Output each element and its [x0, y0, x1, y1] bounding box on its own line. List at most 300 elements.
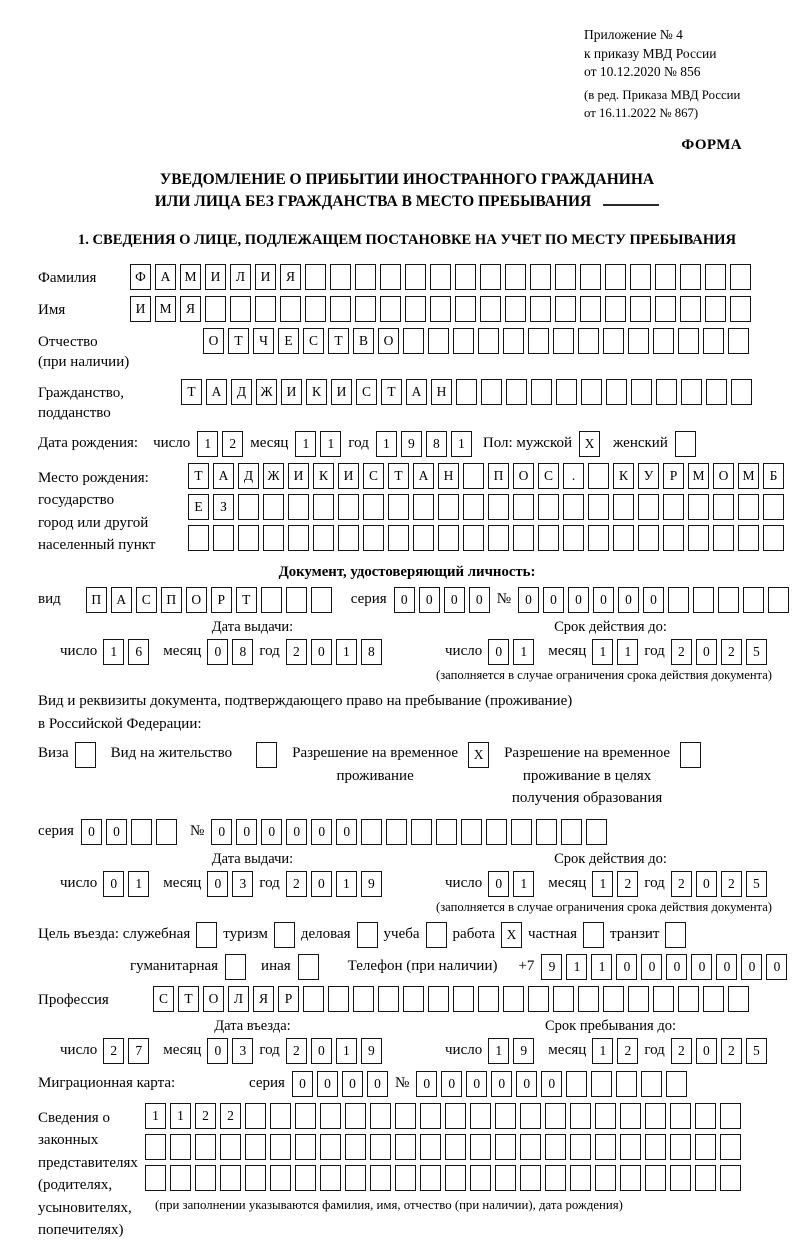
legal-reps-cells-row3[interactable]: [145, 1165, 741, 1191]
char-cell[interactable]: 1: [170, 1103, 191, 1129]
phone-cells[interactable]: [541, 954, 787, 980]
char-cell[interactable]: [461, 819, 482, 845]
char-cell[interactable]: [295, 1165, 316, 1191]
char-cell[interactable]: [286, 587, 307, 613]
char-cell[interactable]: 8: [426, 431, 447, 457]
char-cell[interactable]: 8: [361, 639, 382, 665]
char-cell[interactable]: 1: [336, 871, 357, 897]
char-cell[interactable]: 8: [232, 639, 253, 665]
char-cell[interactable]: [411, 819, 432, 845]
char-cell[interactable]: 1: [295, 431, 316, 457]
char-cell[interactable]: [395, 1165, 416, 1191]
char-cell[interactable]: [705, 296, 726, 322]
stay-until-year-cells[interactable]: [671, 1038, 767, 1064]
purpose-official-checkbox[interactable]: [196, 922, 217, 948]
char-cell[interactable]: [655, 296, 676, 322]
char-cell[interactable]: [553, 986, 574, 1012]
char-cell[interactable]: [453, 328, 474, 354]
char-cell[interactable]: [520, 1103, 541, 1129]
char-cell[interactable]: [620, 1165, 641, 1191]
char-cell[interactable]: Т: [236, 587, 257, 613]
char-cell[interactable]: [453, 986, 474, 1012]
char-cell[interactable]: П: [161, 587, 182, 613]
char-cell[interactable]: [430, 264, 451, 290]
migration-number-cells[interactable]: [416, 1071, 687, 1097]
female-checkbox[interactable]: [675, 431, 696, 457]
permit-series-cells[interactable]: [81, 819, 177, 845]
char-cell[interactable]: [603, 986, 624, 1012]
char-cell[interactable]: 9: [361, 1038, 382, 1064]
char-cell[interactable]: [570, 1134, 591, 1160]
char-cell[interactable]: И: [255, 264, 276, 290]
char-cell[interactable]: С: [153, 986, 174, 1012]
char-cell[interactable]: [595, 1165, 616, 1191]
char-cell[interactable]: [520, 1134, 541, 1160]
char-cell[interactable]: [728, 328, 749, 354]
birth-place-cells-row1[interactable]: [188, 463, 784, 489]
char-cell[interactable]: 0: [103, 871, 124, 897]
char-cell[interactable]: 0: [516, 1071, 537, 1097]
char-cell[interactable]: 0: [543, 587, 564, 613]
char-cell[interactable]: [220, 1134, 241, 1160]
char-cell[interactable]: [430, 296, 451, 322]
id-issue-year-cells[interactable]: [286, 639, 382, 665]
char-cell[interactable]: [263, 525, 284, 551]
char-cell[interactable]: [528, 986, 549, 1012]
char-cell[interactable]: [445, 1134, 466, 1160]
char-cell[interactable]: [668, 587, 689, 613]
char-cell[interactable]: [580, 264, 601, 290]
char-cell[interactable]: И: [288, 463, 309, 489]
char-cell[interactable]: [506, 379, 527, 405]
char-cell[interactable]: [718, 587, 739, 613]
char-cell[interactable]: [655, 264, 676, 290]
arrival-month-cells[interactable]: [207, 1038, 253, 1064]
char-cell[interactable]: [653, 328, 674, 354]
char-cell[interactable]: [511, 819, 532, 845]
id-expiry-day-cells[interactable]: [488, 639, 534, 665]
char-cell[interactable]: О: [713, 463, 734, 489]
char-cell[interactable]: [630, 264, 651, 290]
char-cell[interactable]: [616, 1071, 637, 1097]
char-cell[interactable]: [455, 296, 476, 322]
char-cell[interactable]: 0: [568, 587, 589, 613]
birth-day-cells[interactable]: [197, 431, 243, 457]
char-cell[interactable]: 0: [488, 871, 509, 897]
char-cell[interactable]: X: [468, 742, 489, 768]
char-cell[interactable]: 0: [367, 1071, 388, 1097]
char-cell[interactable]: [370, 1103, 391, 1129]
char-cell[interactable]: 2: [286, 639, 307, 665]
char-cell[interactable]: [370, 1165, 391, 1191]
birth-place-cells-row2[interactable]: [188, 494, 784, 520]
char-cell[interactable]: [645, 1165, 666, 1191]
char-cell[interactable]: [405, 264, 426, 290]
char-cell[interactable]: [213, 525, 234, 551]
char-cell[interactable]: 2: [671, 871, 692, 897]
char-cell[interactable]: [320, 1103, 341, 1129]
char-cell[interactable]: О: [186, 587, 207, 613]
char-cell[interactable]: [678, 328, 699, 354]
id-expiry-month-cells[interactable]: [592, 639, 638, 665]
char-cell[interactable]: 0: [469, 587, 490, 613]
char-cell[interactable]: [345, 1165, 366, 1191]
char-cell[interactable]: [363, 494, 384, 520]
char-cell[interactable]: 0: [696, 1038, 717, 1064]
char-cell[interactable]: [731, 379, 752, 405]
char-cell[interactable]: Б: [763, 463, 784, 489]
char-cell[interactable]: [403, 986, 424, 1012]
char-cell[interactable]: [295, 1134, 316, 1160]
char-cell[interactable]: Т: [228, 328, 249, 354]
char-cell[interactable]: 1: [592, 871, 613, 897]
char-cell[interactable]: [388, 525, 409, 551]
char-cell[interactable]: И: [331, 379, 352, 405]
doc-kind-cells[interactable]: [86, 587, 332, 613]
char-cell[interactable]: [330, 296, 351, 322]
char-cell[interactable]: [538, 494, 559, 520]
char-cell[interactable]: [530, 296, 551, 322]
char-cell[interactable]: [663, 494, 684, 520]
char-cell[interactable]: [495, 1165, 516, 1191]
char-cell[interactable]: [528, 328, 549, 354]
char-cell[interactable]: [588, 525, 609, 551]
char-cell[interactable]: 2: [220, 1103, 241, 1129]
char-cell[interactable]: [488, 494, 509, 520]
char-cell[interactable]: [230, 296, 251, 322]
char-cell[interactable]: [505, 264, 526, 290]
char-cell[interactable]: [763, 494, 784, 520]
char-cell[interactable]: 1: [488, 1038, 509, 1064]
char-cell[interactable]: 0: [444, 587, 465, 613]
char-cell[interactable]: [688, 494, 709, 520]
char-cell[interactable]: А: [406, 379, 427, 405]
char-cell[interactable]: 2: [721, 639, 742, 665]
purpose-other-checkbox[interactable]: [298, 954, 319, 980]
id-issue-month-cells[interactable]: [207, 639, 253, 665]
char-cell[interactable]: 0: [466, 1071, 487, 1097]
char-cell[interactable]: [591, 1071, 612, 1097]
char-cell[interactable]: М: [738, 463, 759, 489]
char-cell[interactable]: Я: [253, 986, 274, 1012]
char-cell[interactable]: К: [313, 463, 334, 489]
char-cell[interactable]: [545, 1103, 566, 1129]
char-cell[interactable]: [470, 1134, 491, 1160]
char-cell[interactable]: [238, 494, 259, 520]
char-cell[interactable]: [536, 819, 557, 845]
char-cell[interactable]: [413, 494, 434, 520]
char-cell[interactable]: 3: [232, 1038, 253, 1064]
char-cell[interactable]: [730, 264, 751, 290]
given-name-cells[interactable]: [130, 296, 751, 322]
char-cell[interactable]: [638, 525, 659, 551]
char-cell[interactable]: [75, 742, 96, 768]
char-cell[interactable]: 0: [207, 1038, 228, 1064]
char-cell[interactable]: [295, 1103, 316, 1129]
char-cell[interactable]: [545, 1134, 566, 1160]
char-cell[interactable]: [405, 296, 426, 322]
char-cell[interactable]: [426, 922, 447, 948]
char-cell[interactable]: [656, 379, 677, 405]
char-cell[interactable]: 0: [211, 819, 232, 845]
char-cell[interactable]: 0: [311, 871, 332, 897]
char-cell[interactable]: [570, 1103, 591, 1129]
char-cell[interactable]: И: [338, 463, 359, 489]
char-cell[interactable]: 2: [222, 431, 243, 457]
char-cell[interactable]: [170, 1165, 191, 1191]
char-cell[interactable]: 1: [103, 639, 124, 665]
legal-reps-cells-row1[interactable]: [145, 1103, 741, 1129]
char-cell[interactable]: 2: [103, 1038, 124, 1064]
char-cell[interactable]: [693, 587, 714, 613]
char-cell[interactable]: Ч: [253, 328, 274, 354]
char-cell[interactable]: [581, 379, 602, 405]
char-cell[interactable]: [553, 328, 574, 354]
char-cell[interactable]: [480, 264, 501, 290]
char-cell[interactable]: И: [281, 379, 302, 405]
char-cell[interactable]: 0: [81, 819, 102, 845]
char-cell[interactable]: [303, 986, 324, 1012]
char-cell[interactable]: [588, 494, 609, 520]
char-cell[interactable]: [361, 819, 382, 845]
char-cell[interactable]: 0: [593, 587, 614, 613]
char-cell[interactable]: 0: [336, 819, 357, 845]
char-cell[interactable]: [445, 1103, 466, 1129]
char-cell[interactable]: [713, 494, 734, 520]
char-cell[interactable]: О: [378, 328, 399, 354]
char-cell[interactable]: М: [688, 463, 709, 489]
char-cell[interactable]: [603, 328, 624, 354]
char-cell[interactable]: [338, 525, 359, 551]
char-cell[interactable]: [695, 1165, 716, 1191]
char-cell[interactable]: [703, 986, 724, 1012]
char-cell[interactable]: Л: [230, 264, 251, 290]
visa-checkbox[interactable]: [75, 742, 96, 768]
char-cell[interactable]: [480, 296, 501, 322]
char-cell[interactable]: Е: [188, 494, 209, 520]
char-cell[interactable]: [478, 328, 499, 354]
char-cell[interactable]: О: [513, 463, 534, 489]
char-cell[interactable]: 1: [617, 639, 638, 665]
arrival-day-cells[interactable]: [103, 1038, 149, 1064]
purpose-transit-checkbox[interactable]: [665, 922, 686, 948]
char-cell[interactable]: С: [303, 328, 324, 354]
char-cell[interactable]: З: [213, 494, 234, 520]
char-cell[interactable]: [261, 587, 282, 613]
char-cell[interactable]: И: [130, 296, 151, 322]
char-cell[interactable]: 1: [145, 1103, 166, 1129]
char-cell[interactable]: [145, 1134, 166, 1160]
char-cell[interactable]: [578, 986, 599, 1012]
char-cell[interactable]: [666, 1071, 687, 1097]
char-cell[interactable]: К: [306, 379, 327, 405]
char-cell[interactable]: Т: [178, 986, 199, 1012]
char-cell[interactable]: [695, 1103, 716, 1129]
birth-month-cells[interactable]: [295, 431, 341, 457]
char-cell[interactable]: 0: [696, 639, 717, 665]
char-cell[interactable]: [403, 328, 424, 354]
char-cell[interactable]: [688, 525, 709, 551]
edu-permit-checkbox[interactable]: [680, 742, 701, 768]
char-cell[interactable]: [670, 1165, 691, 1191]
char-cell[interactable]: [706, 379, 727, 405]
char-cell[interactable]: Д: [231, 379, 252, 405]
char-cell[interactable]: 0: [419, 587, 440, 613]
char-cell[interactable]: [513, 525, 534, 551]
char-cell[interactable]: 0: [311, 1038, 332, 1064]
char-cell[interactable]: [583, 922, 604, 948]
char-cell[interactable]: 9: [401, 431, 422, 457]
char-cell[interactable]: Р: [211, 587, 232, 613]
char-cell[interactable]: [420, 1165, 441, 1191]
char-cell[interactable]: [503, 986, 524, 1012]
char-cell[interactable]: [188, 525, 209, 551]
permit-issue-month-cells[interactable]: [207, 871, 253, 897]
char-cell[interactable]: 0: [641, 954, 662, 980]
char-cell[interactable]: С: [356, 379, 377, 405]
profession-cells[interactable]: [153, 986, 749, 1012]
char-cell[interactable]: [313, 494, 334, 520]
char-cell[interactable]: [645, 1103, 666, 1129]
char-cell[interactable]: [280, 296, 301, 322]
char-cell[interactable]: [195, 1165, 216, 1191]
char-cell[interactable]: Т: [181, 379, 202, 405]
char-cell[interactable]: [645, 1134, 666, 1160]
char-cell[interactable]: [713, 525, 734, 551]
char-cell[interactable]: [205, 296, 226, 322]
birth-year-cells[interactable]: [376, 431, 472, 457]
char-cell[interactable]: 0: [488, 639, 509, 665]
char-cell[interactable]: [298, 954, 319, 980]
char-cell[interactable]: 0: [286, 819, 307, 845]
permit-issue-year-cells[interactable]: [286, 871, 382, 897]
char-cell[interactable]: [738, 525, 759, 551]
char-cell[interactable]: 2: [617, 1038, 638, 1064]
char-cell[interactable]: 0: [292, 1071, 313, 1097]
char-cell[interactable]: М: [155, 296, 176, 322]
char-cell[interactable]: [738, 494, 759, 520]
char-cell[interactable]: С: [538, 463, 559, 489]
char-cell[interactable]: Н: [431, 379, 452, 405]
char-cell[interactable]: 5: [746, 639, 767, 665]
char-cell[interactable]: [641, 1071, 662, 1097]
char-cell[interactable]: 0: [518, 587, 539, 613]
patronymic-cells[interactable]: [203, 328, 749, 354]
char-cell[interactable]: [705, 264, 726, 290]
char-cell[interactable]: [378, 986, 399, 1012]
citizenship-cells[interactable]: [181, 379, 752, 405]
char-cell[interactable]: А: [206, 379, 227, 405]
char-cell[interactable]: А: [155, 264, 176, 290]
char-cell[interactable]: [463, 525, 484, 551]
char-cell[interactable]: [556, 379, 577, 405]
char-cell[interactable]: [595, 1134, 616, 1160]
char-cell[interactable]: 0: [311, 639, 332, 665]
char-cell[interactable]: [678, 986, 699, 1012]
char-cell[interactable]: [720, 1134, 741, 1160]
purpose-business-checkbox[interactable]: [357, 922, 378, 948]
char-cell[interactable]: 2: [286, 1038, 307, 1064]
char-cell[interactable]: [530, 264, 551, 290]
char-cell[interactable]: Ж: [256, 379, 277, 405]
migration-series-cells[interactable]: [292, 1071, 388, 1097]
char-cell[interactable]: [470, 1103, 491, 1129]
char-cell[interactable]: [395, 1103, 416, 1129]
doc-series-cells[interactable]: [394, 587, 490, 613]
char-cell[interactable]: [388, 494, 409, 520]
char-cell[interactable]: [131, 819, 152, 845]
char-cell[interactable]: Ф: [130, 264, 151, 290]
char-cell[interactable]: [420, 1103, 441, 1129]
char-cell[interactable]: 0: [261, 819, 282, 845]
char-cell[interactable]: [663, 525, 684, 551]
char-cell[interactable]: П: [488, 463, 509, 489]
char-cell[interactable]: Я: [280, 264, 301, 290]
char-cell[interactable]: X: [501, 922, 522, 948]
char-cell[interactable]: [274, 922, 295, 948]
char-cell[interactable]: [520, 1165, 541, 1191]
char-cell[interactable]: [620, 1103, 641, 1129]
char-cell[interactable]: [478, 986, 499, 1012]
char-cell[interactable]: 1: [592, 1038, 613, 1064]
char-cell[interactable]: 1: [566, 954, 587, 980]
char-cell[interactable]: 0: [691, 954, 712, 980]
char-cell[interactable]: Ж: [263, 463, 284, 489]
arrival-year-cells[interactable]: [286, 1038, 382, 1064]
char-cell[interactable]: [386, 819, 407, 845]
legal-reps-cells-row2[interactable]: [145, 1134, 741, 1160]
char-cell[interactable]: 1: [591, 954, 612, 980]
char-cell[interactable]: Т: [188, 463, 209, 489]
char-cell[interactable]: 0: [643, 587, 664, 613]
char-cell[interactable]: 7: [128, 1038, 149, 1064]
char-cell[interactable]: [720, 1165, 741, 1191]
permit-expiry-day-cells[interactable]: [488, 871, 534, 897]
char-cell[interactable]: [245, 1134, 266, 1160]
male-checkbox[interactable]: [579, 431, 600, 457]
char-cell[interactable]: 0: [311, 819, 332, 845]
char-cell[interactable]: [768, 587, 789, 613]
char-cell[interactable]: [680, 264, 701, 290]
surname-cells[interactable]: [130, 264, 751, 290]
purpose-private-checkbox[interactable]: [583, 922, 604, 948]
char-cell[interactable]: [680, 296, 701, 322]
char-cell[interactable]: Т: [388, 463, 409, 489]
char-cell[interactable]: [463, 494, 484, 520]
char-cell[interactable]: О: [203, 986, 224, 1012]
char-cell[interactable]: [288, 494, 309, 520]
char-cell[interactable]: [503, 328, 524, 354]
permit-number-cells[interactable]: [211, 819, 607, 845]
char-cell[interactable]: [595, 1103, 616, 1129]
permit-expiry-month-cells[interactable]: [592, 871, 638, 897]
char-cell[interactable]: [631, 379, 652, 405]
char-cell[interactable]: 0: [207, 871, 228, 897]
char-cell[interactable]: [195, 1134, 216, 1160]
char-cell[interactable]: [170, 1134, 191, 1160]
char-cell[interactable]: 0: [342, 1071, 363, 1097]
char-cell[interactable]: [680, 742, 701, 768]
char-cell[interactable]: 0: [236, 819, 257, 845]
char-cell[interactable]: [413, 525, 434, 551]
char-cell[interactable]: 1: [197, 431, 218, 457]
char-cell[interactable]: [563, 525, 584, 551]
char-cell[interactable]: [438, 525, 459, 551]
char-cell[interactable]: [605, 264, 626, 290]
char-cell[interactable]: [681, 379, 702, 405]
char-cell[interactable]: [305, 296, 326, 322]
char-cell[interactable]: 1: [320, 431, 341, 457]
